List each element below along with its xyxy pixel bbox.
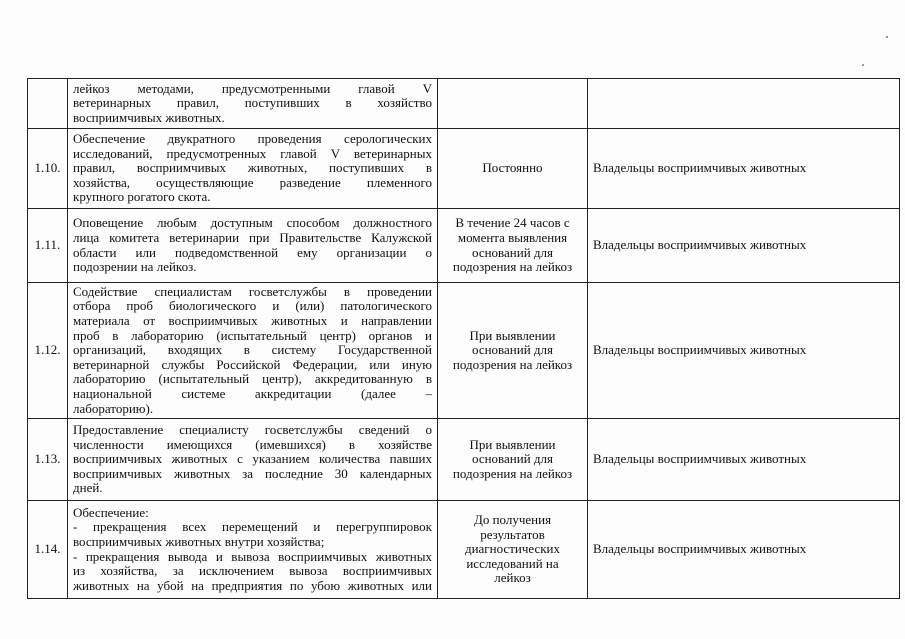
deadline-line: подозрения на лейкоз <box>452 465 573 481</box>
description-line: численности имеющихся (имевшихся) в хозяйстве <box>73 436 432 452</box>
deadline-line: В течение 24 часов с <box>455 215 570 231</box>
table-row <box>28 419 900 501</box>
responsible-cell: Владельцы восприимчивых животных <box>588 283 900 419</box>
description-line: лабораторию). <box>73 400 154 416</box>
deadline-cell <box>438 419 588 501</box>
deadline-line: При выявлении <box>469 327 556 343</box>
description-line: подозрении на лейкоз. <box>73 259 197 275</box>
row-number: 1.12. <box>28 283 68 419</box>
responsible-cell: Владельцы восприимчивых животных <box>588 129 900 209</box>
description-line: ветеринарной службы Российской Федерации, или иную <box>73 356 432 372</box>
description-line: дней. <box>73 480 103 496</box>
description-line: Содействие специалистам госветслужбы в проведении <box>73 283 432 299</box>
deadline-line: оснований для <box>472 244 553 260</box>
description-line: организаций, входящих в систему Государственной <box>73 342 432 358</box>
description-line: Обеспечение: <box>73 504 149 520</box>
deadline-line: При выявлении <box>469 436 556 452</box>
responsible-cell: Владельцы восприимчивых животных <box>588 419 900 501</box>
measure-description <box>68 419 438 501</box>
description-line: правил, восприимчивых животных, поступивших в <box>73 160 432 176</box>
deadline-line: Постоянно <box>482 160 543 176</box>
description-line: лица комитета ветеринарии при Правительстве Калужской <box>73 229 432 245</box>
deadline-line: оснований для <box>472 451 553 467</box>
description-line: Оповещение любым доступным способом должностного <box>73 215 432 231</box>
responsible-cell: Владельцы восприимчивых животных <box>588 501 900 599</box>
deadline-line: результатов <box>480 526 545 542</box>
deadline-line: оснований для <box>472 342 553 358</box>
description-line: - прекращения всех перемещений и перегруппировок <box>73 519 432 535</box>
deadline-cell <box>438 129 588 209</box>
description-line: - прекращения вывода и вывоза восприимчивых животных <box>73 548 432 564</box>
scan-speck <box>862 64 864 66</box>
deadline-line: лейкоз <box>494 570 531 586</box>
deadline-cell <box>438 501 588 599</box>
description-line: исследований, предусмотренных главой V ветеринарных <box>73 145 432 161</box>
row-number: 1.14. <box>28 501 68 599</box>
row-number: 1.11. <box>28 209 68 283</box>
description-line: лабораторию (испытательный центр), аккредитованную в <box>73 371 432 387</box>
responsible-cell <box>588 79 900 129</box>
deadline-line: подозрения на лейкоз <box>452 259 573 275</box>
measure-description <box>68 283 438 419</box>
description-line: национальной системе аккредитации (далее – <box>73 385 432 401</box>
measure-description <box>68 79 438 129</box>
description-line: животных на убой на предприятия по убою животных или <box>73 577 432 593</box>
description-line: восприимчивых животных с указанием количества павших <box>73 451 432 467</box>
description-line: восприимчивых животных за последние 30 календарных <box>73 465 432 481</box>
measure-description <box>68 501 438 599</box>
deadline-cell <box>438 209 588 283</box>
description-line: области или подведомственной ему организации о <box>73 244 432 260</box>
deadline-line: подозрения на лейкоз <box>452 356 573 372</box>
deadline-cell <box>438 79 588 129</box>
description-line: лейкоз методами, предусмотренными главой V <box>73 80 432 96</box>
row-number: 1.13. <box>28 419 68 501</box>
table-row <box>28 501 900 599</box>
row-number <box>28 79 68 129</box>
deadline-line: момента выявления <box>457 229 568 245</box>
table-row <box>28 79 900 129</box>
deadline-line: исследований на <box>466 555 559 571</box>
description-line: Предоставление специалисту госветслужбы сведений о <box>73 422 432 438</box>
description-line: хозяйства, осуществляющие разведение племенного <box>73 174 432 190</box>
responsible-cell: Владельцы восприимчивых животных <box>588 209 900 283</box>
description-line: из хозяйства, за исключением вывоза восприимчивых <box>73 563 432 579</box>
table-row <box>28 129 900 209</box>
description-line: крупного рогатого скота. <box>73 189 211 205</box>
description-line: отбора проб биологического и (или) патологического <box>73 298 432 314</box>
scan-speck <box>886 36 888 38</box>
description-line: восприимчивых животных внутри хозяйства; <box>73 533 325 549</box>
description-line: проб в лабораторию (испытательный центр) органов и <box>73 327 432 343</box>
table-row <box>28 209 900 283</box>
deadline-cell <box>438 283 588 419</box>
measure-description <box>68 129 438 209</box>
deadline-line: До получения <box>473 512 552 528</box>
measure-description <box>68 209 438 283</box>
description-line: восприимчивых животных. <box>73 109 225 125</box>
description-line: ветеринарных правил, поступивших в хозяйство <box>73 95 432 111</box>
measures-table <box>27 78 900 599</box>
description-line: Обеспечение двукратного проведения серологических <box>73 131 432 147</box>
deadline-line: диагностических <box>464 541 561 557</box>
row-number: 1.10. <box>28 129 68 209</box>
table-row <box>28 283 900 419</box>
description-line: материала от восприимчивых животных и направлении <box>73 313 432 329</box>
